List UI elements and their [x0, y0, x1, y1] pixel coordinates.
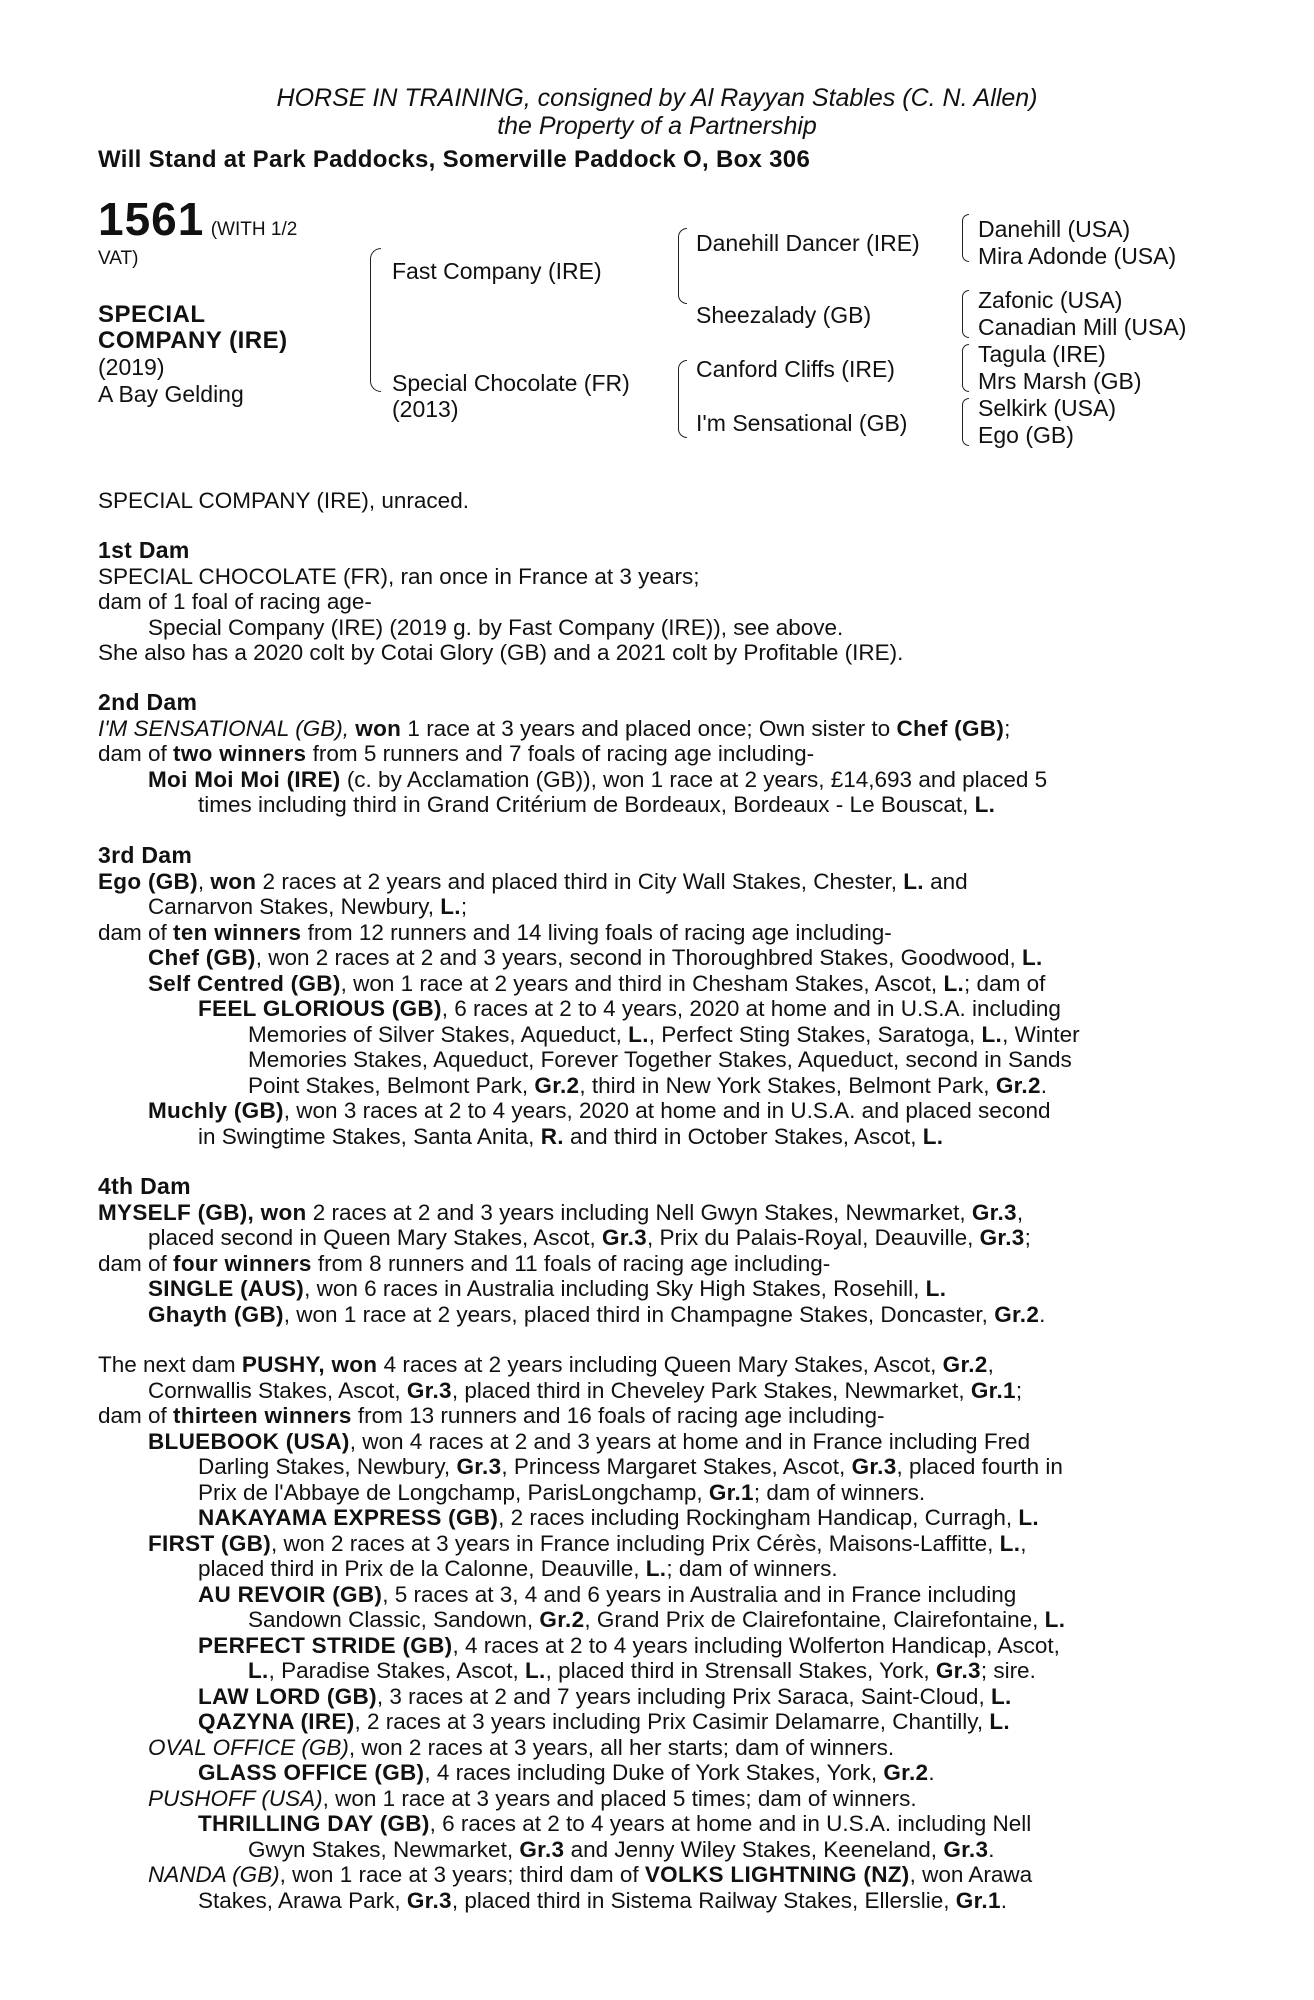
produce-line: Memories of Silver Stakes, Aqueduct, L., Perfect Sting Stakes, Saratoga, L., Winter	[248, 1021, 1080, 1047]
dam-line: dam of 1 foal of racing age-	[98, 589, 372, 614]
produce-line: FEEL GLORIOUS (GB), 6 races at 2 to 4 years, 2020 at home and in U.S.A. including	[198, 996, 1061, 1021]
produce-line: times including third in Grand Critérium de Bordeaux, Bordeaux - Le Bouscat, L.	[198, 792, 996, 817]
dam-line: dam of ten winners from 12 runners and 14 living foals of racing age including-	[98, 919, 892, 945]
produce-line: Memories Stakes, Aqueduct, Forever Together Stakes, Aqueduct, second in Sands	[248, 1047, 1072, 1072]
produce-line: Special Company (IRE) (2019 g. by Fast Company (IRE)), see above.	[148, 614, 844, 640]
produce-line: placed third in Prix de la Calonne, Deauville, L.; dam of winners.	[198, 1556, 838, 1581]
produce-line: LAW LORD (GB), 3 races at 2 and 7 years including Prix Saraca, Saint-Cloud, L.	[198, 1683, 1012, 1709]
sire-sire: Danehill Dancer (IRE)	[696, 230, 920, 256]
dam-sire: Canford Cliffs (IRE)	[696, 356, 895, 382]
produce-line: Moi Moi Moi (IRE) (c. by Acclamation (GB)), won 1 race at 2 years, £14,693 and placed 5	[148, 766, 1048, 792]
ped-g3a: Tagula (IRE)	[978, 341, 1106, 367]
consignor-line: HORSE IN TRAINING, consigned by Al Rayyan Stables (C. N. Allen)	[276, 84, 1038, 112]
produce-line: PERFECT STRIDE (GB), 4 races at 2 to 4 years including Wolferton Handicap, Ascot,	[198, 1632, 1060, 1658]
section-heading: 1st Dam	[98, 537, 190, 563]
produce-line: Prix de l'Abbaye de Longchamp, ParisLongchamp, Gr.1; dam of winners.	[198, 1479, 926, 1505]
section-heading: 2nd Dam	[98, 689, 198, 715]
vat-note: (WITH 1/2	[210, 219, 298, 240]
stand-location: Will Stand at Park Paddocks, Somerville Paddock O, Box 306	[98, 146, 811, 173]
pedigree-brace-dam	[678, 360, 687, 438]
produce-line: QAZYNA (IRE), 2 races at 3 years including Prix Casimir Delamarre, Chantilly, L.	[198, 1709, 1010, 1734]
dam-line: I'M SENSATIONAL (GB), won 1 race at 3 years and placed once; Own sister to Chef (GB);	[98, 715, 1011, 741]
pedigree-brace-g1	[962, 214, 969, 262]
dam-year: (2013)	[392, 396, 459, 422]
produce-line: FIRST (GB), won 2 races at 3 years in France including Prix Cérès, Maisons-Laffitte, L.,	[148, 1530, 1027, 1556]
section-heading: 3rd Dam	[98, 842, 193, 868]
lot-block	[98, 193, 348, 408]
fourth-dam-section	[98, 1174, 1204, 1327]
produce-line: NANDA (GB), won 1 race at 3 years; third dam of VOLKS LIGHTNING (NZ), won Arawa	[148, 1862, 1033, 1887]
ped-g1a: Danehill (USA)	[978, 216, 1131, 242]
dam-line: dam of thirteen winners from 13 runners and 16 foals of racing age including-	[98, 1403, 885, 1428]
produce-line: Sandown Classic, Sandown, Gr.2, Grand Prix de Clairefontaine, Clairefontaine, L.	[248, 1607, 1066, 1632]
ped-g4b: Ego (GB)	[978, 422, 1074, 448]
dam-line: She also has a 2020 colt by Cotai Glory (GB) and a 2021 colt by Profitable (IRE).	[98, 640, 904, 665]
dam-name: Special Chocolate (FR)	[392, 370, 630, 396]
produce-line: OVAL OFFICE (GB), won 2 races at 3 years, all her starts; dam of winners.	[148, 1734, 895, 1760]
produce-line: Stakes, Arawa Park, Gr.3, placed third in Sistema Railway Stakes, Ellerslie, Gr.1.	[198, 1887, 1008, 1913]
race-summary: SPECIAL COMPANY (IRE), unraced.	[98, 488, 469, 513]
produce-line: NAKAYAMA EXPRESS (GB), 2 races including Rockingham Handicap, Curragh, L.	[198, 1505, 1039, 1530]
third-dam-section	[98, 843, 1204, 1149]
section-heading: 4th Dam	[98, 1173, 191, 1199]
vat-note-cont: VAT)	[98, 248, 139, 269]
lot-number: 1561	[98, 193, 205, 245]
dam-line: The next dam PUSHY, won 4 races at 2 years including Queen Mary Stakes, Ascot, Gr.2,	[98, 1352, 994, 1377]
horse-description: A Bay Gelding	[98, 381, 244, 407]
produce-line: Ghayth (GB), won 1 race at 2 years, placed third in Champagne Stakes, Doncaster, Gr.2.	[148, 1301, 1046, 1327]
pedigree-brace-g2	[962, 290, 969, 338]
produce-line: Point Stakes, Belmont Park, Gr.2, third in New York Stakes, Belmont Park, Gr.2.	[248, 1072, 1048, 1098]
ped-g2b: Canadian Mill (USA)	[978, 314, 1187, 340]
dam-line: dam of two winners from 5 runners and 7 foals of racing age including-	[98, 741, 815, 766]
first-dam-section	[98, 538, 1204, 666]
dam-line: Carnarvon Stakes, Newbury, L.;	[148, 894, 468, 919]
horse-name: SPECIAL COMPANY (IRE)	[98, 301, 288, 354]
ped-g4a: Selkirk (USA)	[978, 395, 1117, 421]
produce-line: SINGLE (AUS), won 6 races in Australia including Sky High Stakes, Rosehill, L.	[148, 1276, 947, 1301]
produce-line: Chef (GB), won 2 races at 2 and 3 years, second in Thoroughbred Stakes, Goodwood, L.	[148, 945, 1043, 970]
ped-g1b: Mira Adonde (USA)	[978, 243, 1177, 269]
ped-g2a: Zafonic (USA)	[978, 287, 1123, 313]
produce-line: Muchly (GB), won 3 races at 2 to 4 years, 2020 at home and in U.S.A. and placed second	[148, 1098, 1051, 1123]
dam-line: placed second in Queen Mary Stakes, Ascot, Gr.3, Prix du Palais-Royal, Deauville, Gr.3;	[148, 1225, 1031, 1250]
produce-line: GLASS OFFICE (GB), 4 races including Duke of York Stakes, York, Gr.2.	[198, 1760, 935, 1785]
dam-line: dam of four winners from 8 runners and 11 foals of racing age including-	[98, 1250, 831, 1276]
pedigree-brace-sire	[678, 228, 687, 304]
produce-line: AU REVOIR (GB), 5 races at 3, 4 and 6 years in Australia and in France including	[198, 1581, 1017, 1607]
dam-line: Ego (GB), won 2 races at 2 years and placed third in City Wall Stakes, Chester, L. and	[98, 868, 968, 894]
produce-line: in Swingtime Stakes, Santa Anita, R. and third in October Stakes, Ascot, L.	[198, 1123, 944, 1149]
produce-line: PUSHOFF (USA), won 1 race at 3 years and placed 5 times; dam of winners.	[148, 1785, 917, 1811]
dam-line: Cornwallis Stakes, Ascot, Gr.3, placed third in Cheveley Park Stakes, Newmarket, Gr.1;	[148, 1377, 1023, 1403]
produce-line: Darling Stakes, Newbury, Gr.3, Princess Margaret Stakes, Ascot, Gr.3, placed fourth in	[198, 1454, 1063, 1479]
sire-dam: Sheezalady (GB)	[696, 302, 872, 328]
produce-line: L., Paradise Stakes, Ascot, L., placed third in Strensall Stakes, York, Gr.3; sire.	[248, 1658, 1036, 1683]
ped-g3b: Mrs Marsh (GB)	[978, 368, 1142, 394]
produce-line: Gwyn Stakes, Newmarket, Gr.3 and Jenny Wiley Stakes, Keeneland, Gr.3.	[248, 1836, 995, 1862]
pedigree-brace-g3	[962, 344, 969, 392]
produce-line: BLUEBOOK (USA), won 4 races at 2 and 3 years at home and in France including Fred	[148, 1428, 1031, 1454]
sire-name: Fast Company (IRE)	[392, 258, 602, 284]
produce-line: Self Centred (GB), won 1 race at 2 years and third in Chesham Stakes, Ascot, L.; dam of	[148, 970, 1046, 996]
pedigree-brace-g4	[962, 398, 969, 446]
dam-line: SPECIAL CHOCOLATE (FR), ran once in France at 3 years;	[98, 563, 700, 589]
pedigree-brace-main	[370, 248, 381, 392]
second-dam-section	[98, 690, 1204, 818]
property-line: the Property of a Partnership	[497, 112, 817, 140]
dam-line: MYSELF (GB), won 2 races at 2 and 3 years including Nell Gwyn Stakes, Newmarket, Gr.3,	[98, 1199, 1024, 1225]
foaling-year: (2019)	[98, 354, 165, 380]
produce-line: THRILLING DAY (GB), 6 races at 2 to 4 years at home and in U.S.A. including Nell	[198, 1811, 1032, 1836]
fifth-dam-section	[98, 1352, 1204, 1913]
dam-dam: I'm Sensational (GB)	[696, 410, 908, 436]
